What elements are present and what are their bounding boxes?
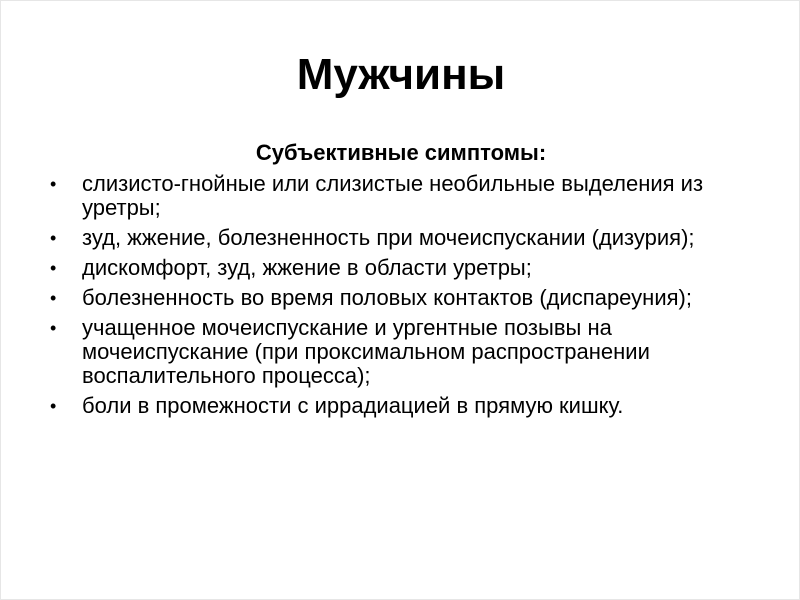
bullet-icon: • [50, 318, 57, 338]
list-item-text: дискомфорт, зуд, жжение в области уретры; [82, 255, 532, 280]
list-item-text: зуд, жжение, болезненность при мочеиспускании (дизурия); [82, 225, 695, 250]
bullet-icon: • [50, 396, 57, 416]
bullet-icon: • [50, 228, 57, 248]
slide-subtitle: Субъективные симптомы: [255, 140, 547, 165]
bullet-icon: • [50, 288, 57, 308]
bullet-icon: • [50, 174, 57, 194]
list-item-text: боли в промежности с иррадиацией в прямую кишку. [82, 393, 624, 418]
list-item [50, 172, 770, 220]
slide-title: Мужчины [296, 50, 506, 99]
list-item-text: учащенное мочеиспускание и ургентные позывы на мочеиспускание (при проксимальном распространении воспалительного процесса); [82, 315, 650, 388]
bullet-icon: • [50, 258, 57, 278]
list-item [50, 226, 770, 250]
list-item [50, 316, 770, 388]
list-item [50, 256, 770, 280]
list-item-text: болезненность во время половых контактов (диспареуния); [82, 285, 692, 310]
list-item [50, 286, 770, 310]
symptom-list [50, 172, 770, 424]
list-item-text: слизисто-гнойные или слизистые необильные выделения из уретры; [82, 171, 704, 220]
list-item [50, 394, 770, 418]
